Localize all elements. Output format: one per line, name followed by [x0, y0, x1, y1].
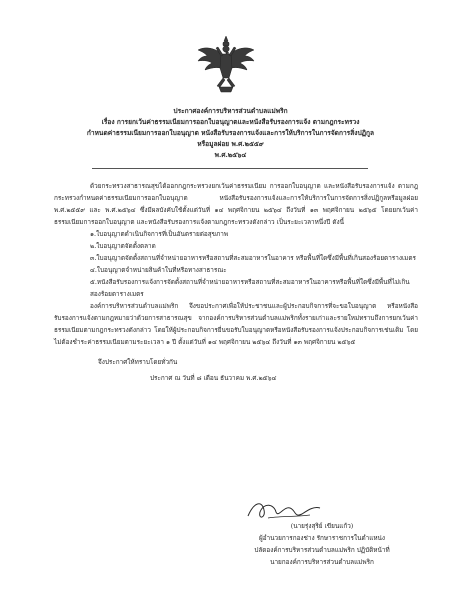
document-title-block	[58, 106, 403, 161]
list-item: ๓.ใบอนุญาตจัดตั้งสถานที่จำหน่ายอาหารหรือสถานที่สะสมอาหารในอาคาร หรือพื้นที่ใดซึ่งมีพื้นที่เกินสองร้อยตารางเมตร	[90, 254, 416, 262]
signature-block	[222, 520, 422, 568]
subject-line-1: เรื่อง การยกเว้นค่าธรรมเนียมการออกใบอนุญาตและหนังสือรับรองการแจ้ง ตามกฎกระทรวง	[101, 118, 360, 126]
announcement-date: ประกาศ ณ วันที่ ๘ เดือน ธันวาคม พ.ศ.๒๕๖๔	[150, 374, 277, 382]
signer-position-2: ปลัดองค์การบริหารส่วนตำบลแม่พริก ปฏิบัติหน้าที่	[254, 546, 390, 554]
list-item: ๒.ใบอนุญาตจัดตั้งตลาด	[90, 242, 156, 250]
signer-name: (นายรุ่งสุริย์ เขียนแก้ว)	[290, 522, 354, 530]
signer-position-1: ผู้อำนวยการกองช่าง รักษาราชการในตำแหน่ง	[258, 534, 386, 542]
issuer-title: ประกาศองค์การบริหารส่วนตำบลแม่พริก	[173, 107, 288, 115]
subject-line-3: หรือมูลฝอย พ.ศ.๒๕๕๙	[197, 140, 264, 148]
closing-line: จึงประกาศให้ทราบโดยทั่วกัน	[98, 358, 178, 366]
announcement-paragraph: องค์การบริหารส่วนตำบลแม่พริก จึงขอประกาศเพื่อให้ประชาชนและผู้ประกอบกิจการที่จะขอใบอนุญาต หรือหนังสือรับรองการแจ้งตามกฎหมายว่าด้วยการสาธารณสุข จากองค์การบริหารส่วนตำบลแม่พริกทั้งรายเก่าและรายใหม่ทราบถึงการยกเว้นค่าธรรมเนียมตามกฎกระทรวงดังกล่าว โดยให้ผู้ประกอบกิจการยื่นขอรับใบอนุญาตหรือหนังสือรับรองการแจ้งประกอบกิจการเช่นเดิม โดยไม่ต้องชำระค่าธรรมเนียมตามระยะเวลา ๑ ปี ตั้งแต่วันที่ ๑๔ พฤศจิกายน ๒๕๖๔ ถึงวันที่ ๑๓ พฤศจิกายน ๒๕๖๕	[54, 302, 418, 346]
list-item: ๕.หนังสือรับรองการแจ้งการจัดตั้งสถานที่จำหน่ายอาหารหรือสถานที่สะสมอาหารในอาคารหรือพื้นที่ใดซึ่งมีพื้นที่ไม่เกินสองร้อยตารางเมตร	[90, 278, 410, 298]
list-item: ๔.ใบอนุญาตจำหน่ายสินค้าในที่หรือทางสาธารณะ	[90, 266, 227, 274]
document-year: พ.ศ.๒๕๖๔	[214, 151, 247, 159]
garuda-emblem-icon	[195, 34, 257, 94]
subject-line-2: กำหนดค่าธรรมเนียมการออกใบอนุญาต หนังสือรับรองการแจ้งและการให้บริการในการจัดการสิ่งปฏิกูล	[86, 129, 375, 137]
list-item: ๑.ใบอนุญาตดำเนินกิจการที่เป็นอันตรายต่อสุขภาพ	[90, 230, 229, 238]
signer-position-3: นายกองค์การบริหารส่วนตำบลแม่พริก	[270, 558, 374, 566]
document-body	[54, 180, 418, 384]
intro-paragraph: ด้วยกระทรวงสาธารณสุขได้ออกกฎกระทรวงยกเว้นค่าธรรมเนียม การออกใบอนุญาต และหนังสือรับรองการแจ้ง ตามกฎกระทรวงกำหนดค่าธรรมเนียมการออกใบอนุญาต หนังสือรับรองการแจ้งและการให้บริการในการจัดการสิ่งปฏิกูลหรือมูลฝอย พ.ศ.๒๕๕๙ และ พ.ศ.๒๕๖๔ ซึ่งมีผลบังคับใช้ตั้งแต่วันที่ ๑๔ พฤศจิกายน ๒๕๖๔ ถึงวันที่ ๑๓ พฤศจิกายน ๒๕๖๕ โดยยกเว้นค่าธรรมเนียมการออกใบอนุญาต และหนังสือรับรองการแจ้งตามกฎกระทรวงดังกล่าว เป็นระยะเวลาหนึ่งปี ดังนี้	[54, 182, 418, 226]
title-divider	[92, 168, 368, 169]
